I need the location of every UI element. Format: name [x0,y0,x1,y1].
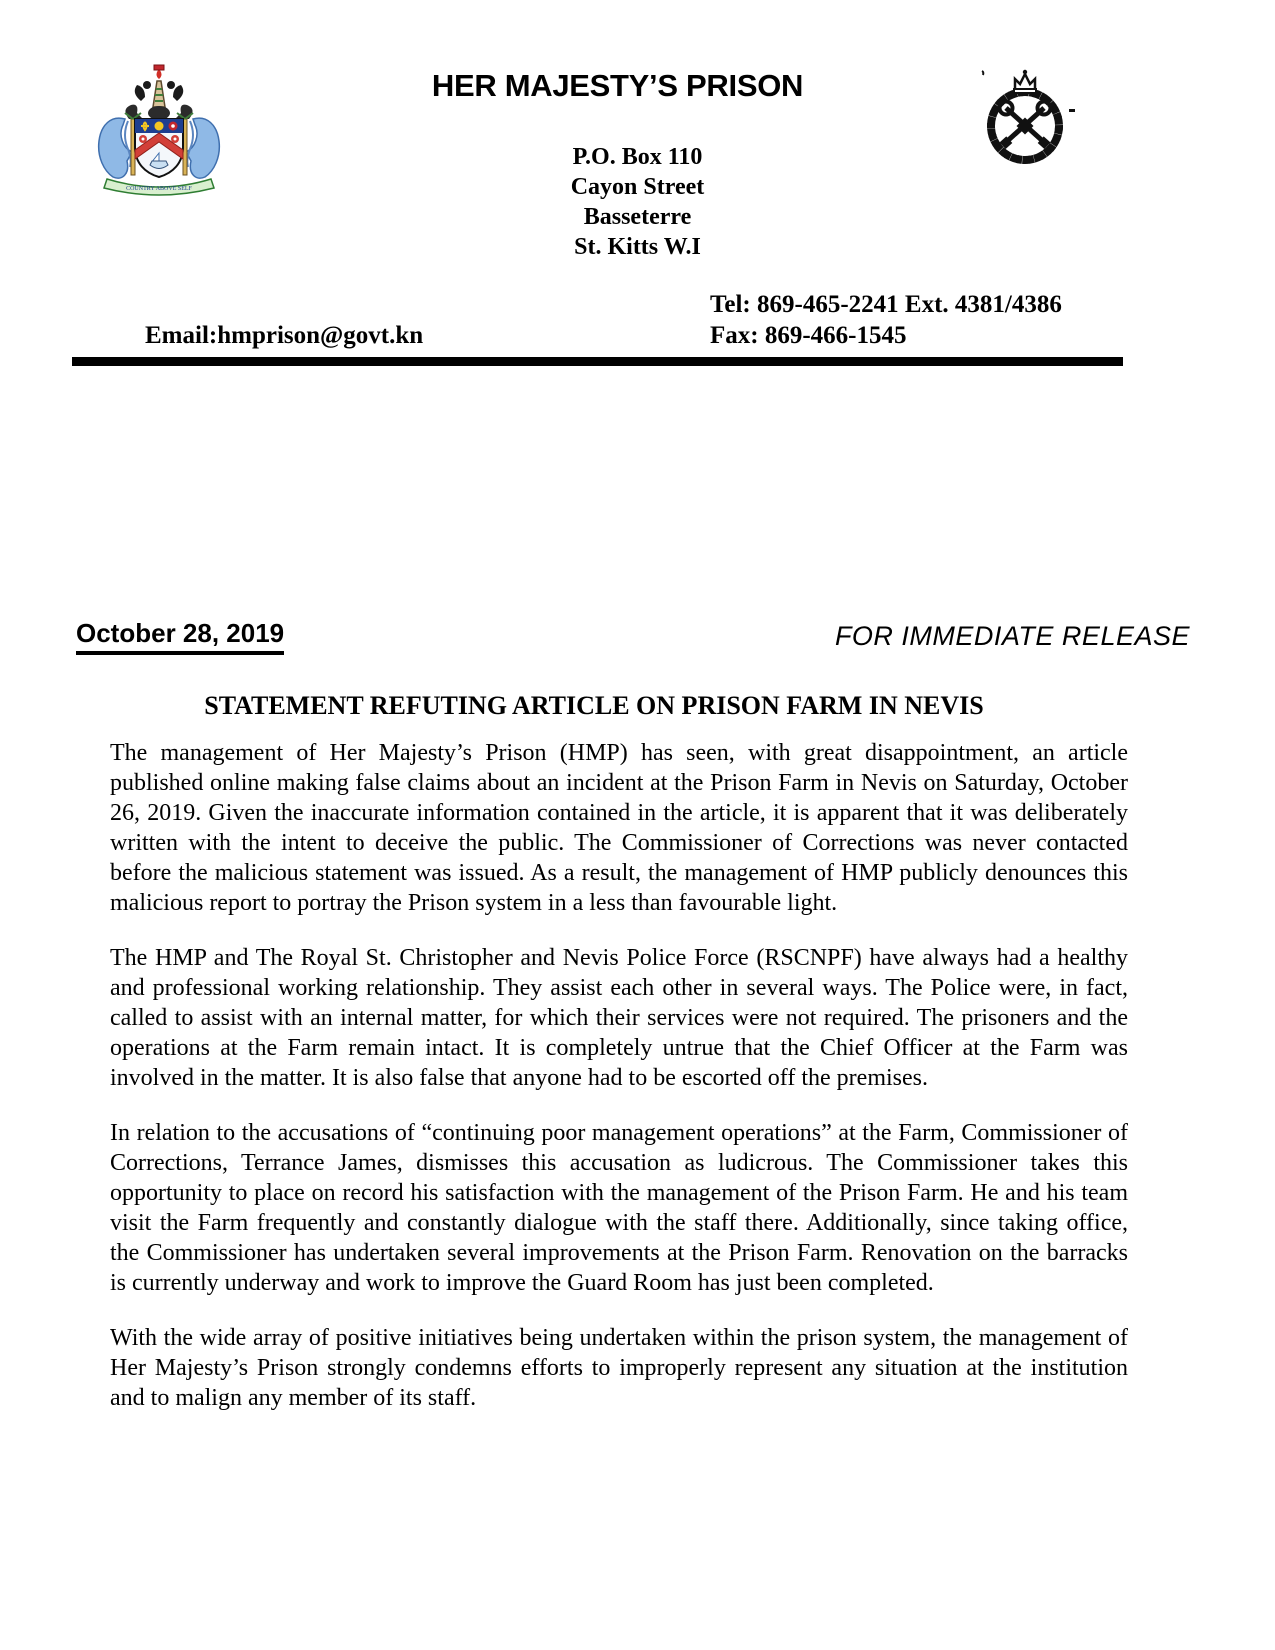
paragraph: The HMP and The Royal St. Christopher and Nevis Police Force (RSCNPF) have always had a healthy and professional working relationship. They assist each other in several ways. The Police were, in fact, called to assist with an internal matter, for which their services were not required. The prisoners and the operations at the Farm remain intact. It is completely untrue that the Chief Officer at the Farm was involved in the matter. It is also false that anyone had to be escorted off the premises. [110,945,1128,1091]
paragraph: The management of Her Majesty’s Prison (HMP) has seen, with great disappointment, an article published online making false claims about an incident at the Prison Farm in Nevis on Saturday, October 26, 2019. Given the inaccurate information contained in the article, it is apparent that it was deliberately written with the intent to deceive the public. The Commissioner of Corrections was never contacted before the malicious statement was issued. As a result, the management of HMP publicly denounces this malicious report to portray the Prison system in a less than favourable light. [110,740,1128,916]
address-block [0,142,1275,262]
address-line: Cayon Street [570,174,705,200]
paragraph: With the wide array of positive initiatives being undertaken within the prison system, the management of Her Majesty’s Prison strongly condemns efforts to improperly represent any situation at the institution and to malign any member of its staff. [110,1325,1128,1411]
email-address: Email:hmprison@govt.kn [145,322,424,349]
header-divider [72,357,1123,366]
address-line: St. Kitts W.I [574,234,701,260]
immediate-release-label: FOR IMMEDIATE RELEASE [834,621,1190,651]
address-line: Basseterre [583,204,692,230]
org-name: HER MAJESTY’S PRISON [431,68,804,103]
fax-number: Fax: 869-466-1545 [710,322,907,349]
telephone-number: Tel: 869-465-2241 Ext. 4381/4386 [710,291,1062,318]
statement-body [110,738,1128,1438]
paragraph: In relation to the accusations of “continuing poor management operations” at the Farm, Commissioner of Corrections, Terrance James, dismisses this accusation as ludicrous. The Commissioner takes this opportunity to place on record his satisfaction with the management of the Prison Farm. He and his team visit the Farm frequently and constantly dialogue with the staff there. Additionally, since taking office, the Commissioner has undertaken several improvements at the Prison Farm. Renovation on the barracks is currently underway and work to improve the Guard Room has just been completed. [110,1120,1128,1296]
release-date: October 28, 2019 [76,618,284,655]
address-line: P.O. Box 110 [572,144,703,170]
statement-headline: STATEMENT REFUTING ARTICLE ON PRISON FARM IN NEVIS [204,691,984,720]
coat-of-arms-motto: COUNTRY ABOVE SELF [126,186,192,192]
